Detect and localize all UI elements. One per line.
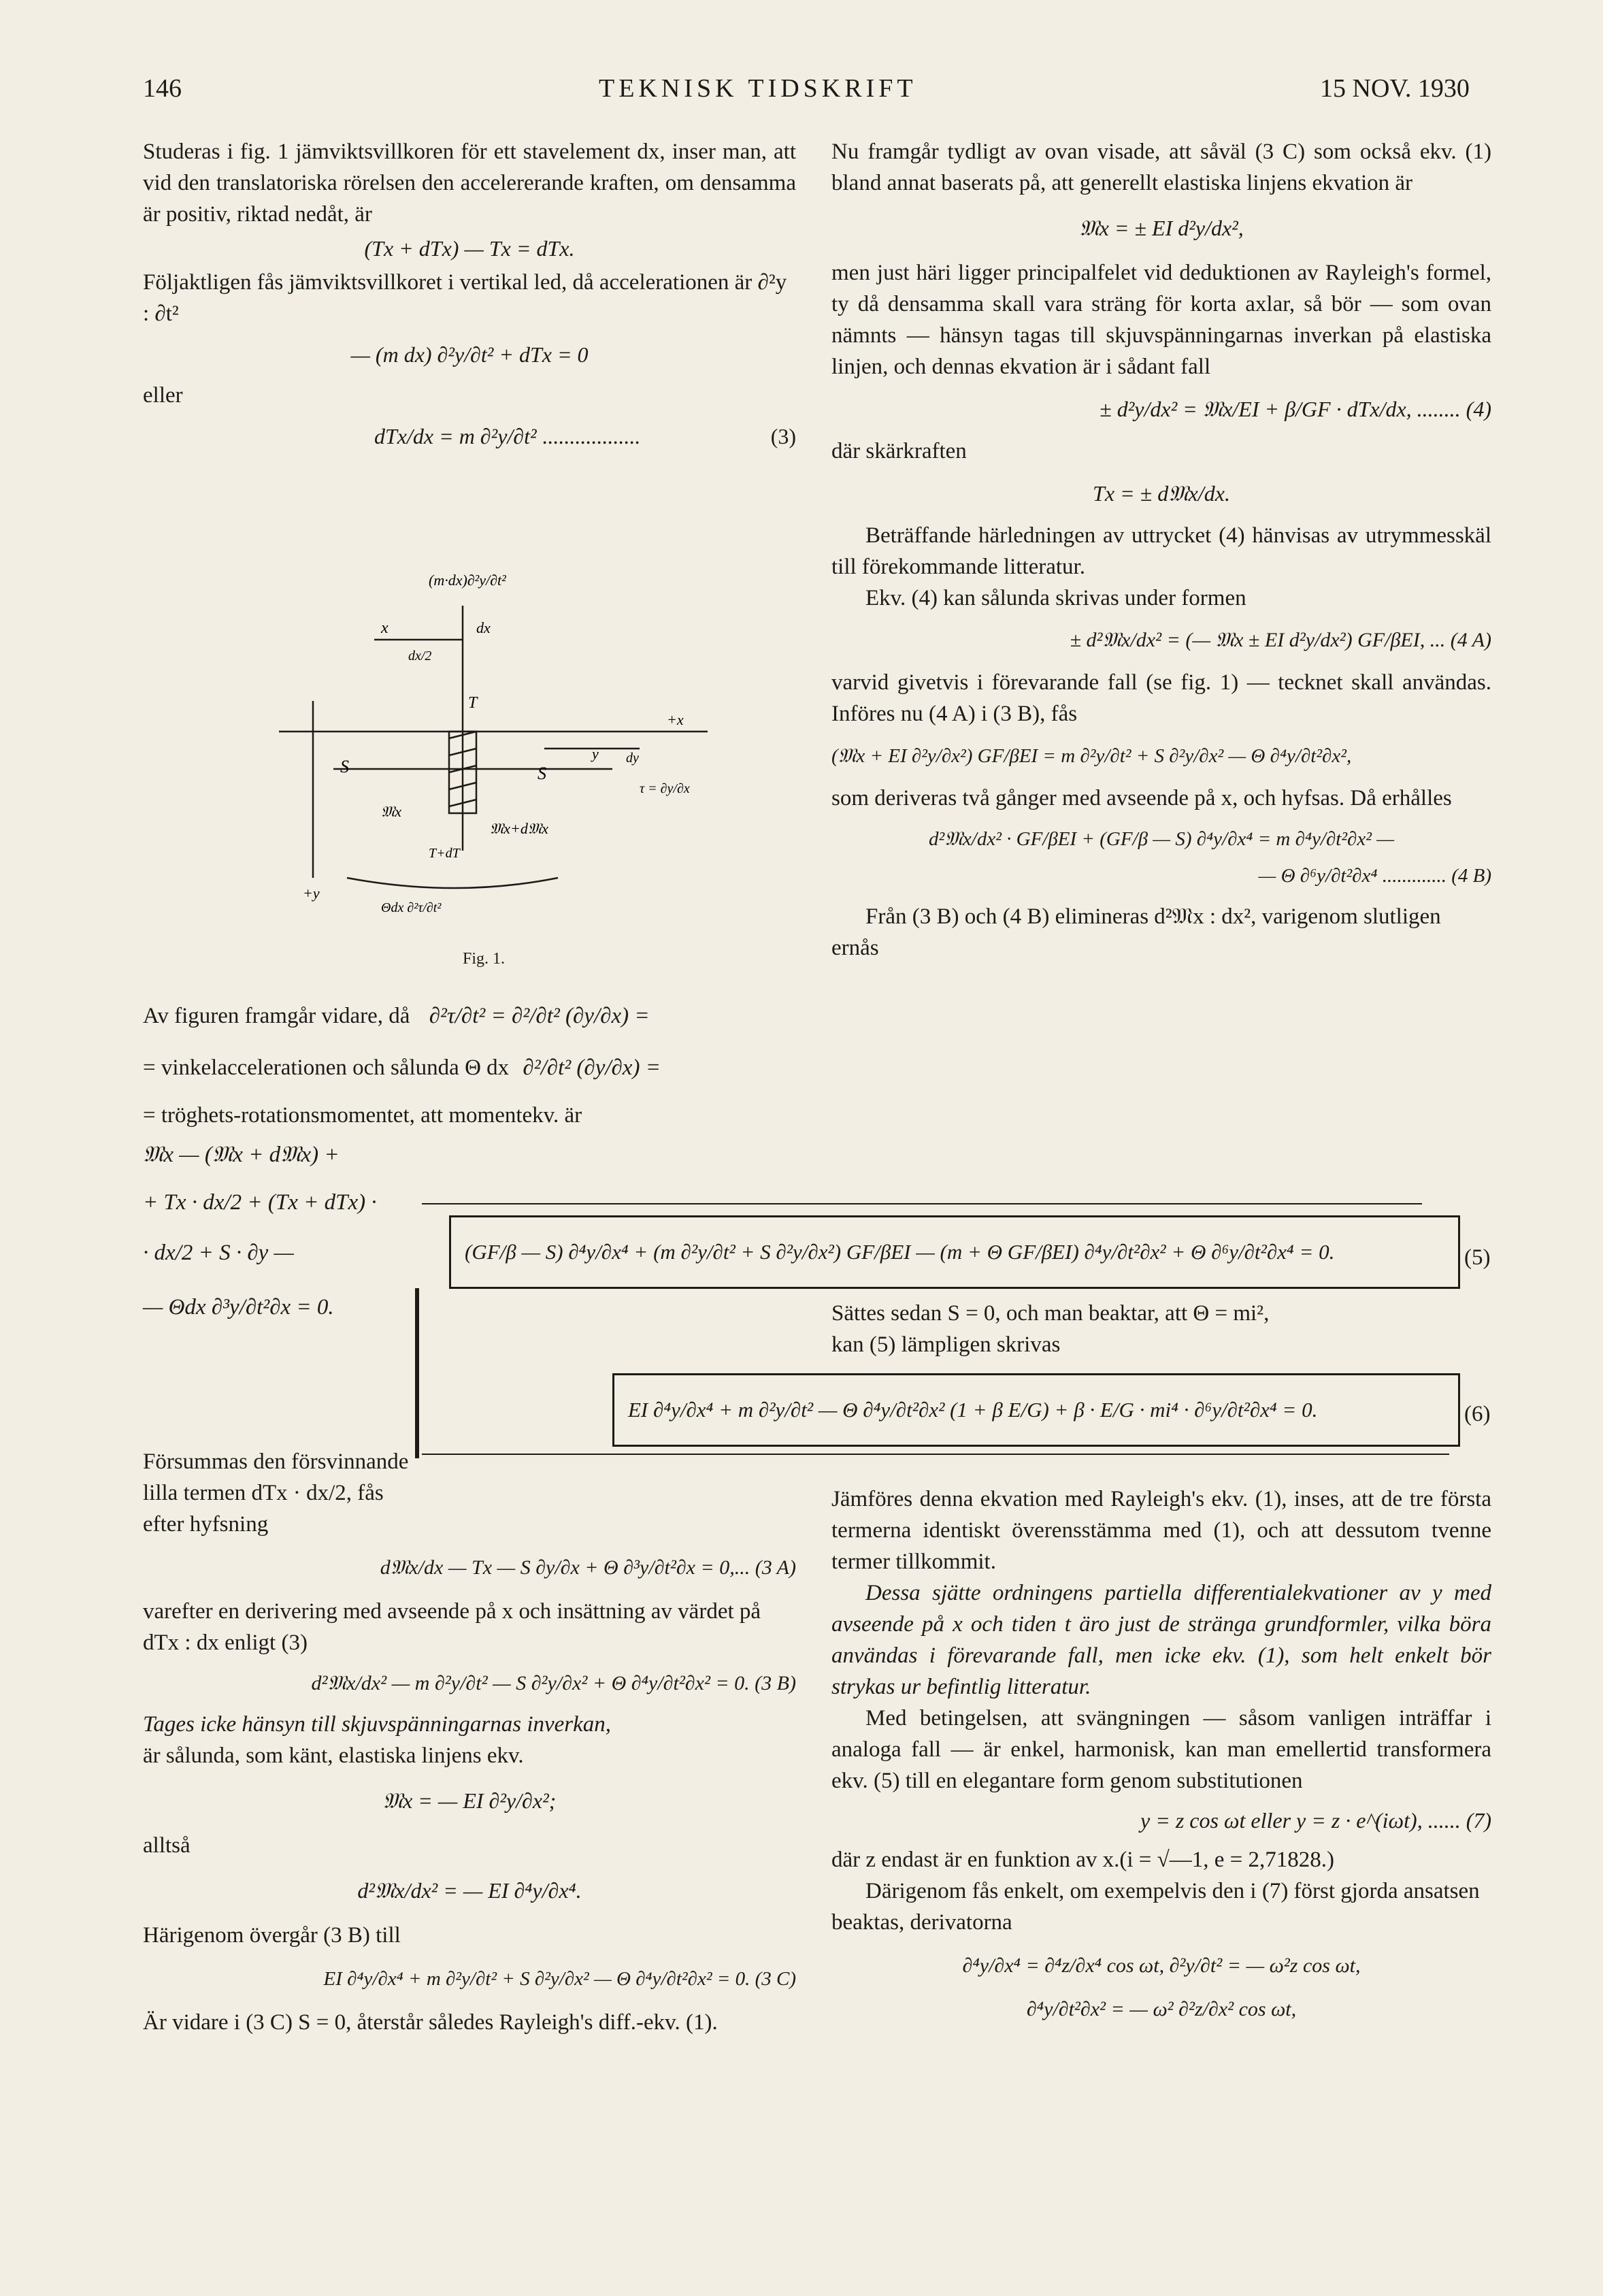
- equation: Tx = ± d𝔐x/dx.: [1093, 481, 1230, 506]
- equation-5-number: (5): [1464, 1245, 1491, 1270]
- paragraph: Studeras i fig. 1 jämviktsvillkoren för ett stavelement dx, inser man, att vid den translatoriska rörelsen den accelererande kraften, om densamma är positiv, riktad nedåt, är: [143, 140, 796, 227]
- equation: ∂²/∂t² (∂y/∂x) =: [523, 1055, 661, 1080]
- equation-line: · dx/2 + S · ∂y —: [143, 1241, 294, 1265]
- equation-line: — Θdx ∂³y/∂t²∂x = 0.: [143, 1295, 334, 1319]
- paragraph: Med betingelsen, att svängningen — såsom vanligen inträffar i analoga fall — är enkel, harmonisk, kan man emellertid transformera ekv. (5) till en elegantare form genom substitutionen: [831, 1706, 1491, 1793]
- figure-1-diagram: [231, 565, 748, 946]
- figure-label: Θdx ∂²τ/∂t²: [381, 900, 442, 915]
- paragraph: Följaktligen fås jämviktsvillkoret i vertikal led, då accelerationen är ∂²y : ∂t²: [143, 270, 787, 326]
- equation-number: (3): [770, 424, 796, 448]
- paragraph: som deriveras två gånger med avseende på x, och hyfsas. Då erhålles: [831, 786, 1452, 810]
- paragraph: = tröghets-rotationsmomentet, att momentekv. är: [143, 1103, 582, 1128]
- paragraph: där z endast är en funktion av x.(i = √—1, e = 2,71828.): [831, 1848, 1334, 1872]
- box-text: Sättes sedan S = 0, och man beaktar, att Θ = mi²,: [831, 1301, 1270, 1326]
- text: Av figuren framgår vidare, då: [143, 1004, 410, 1028]
- divider-line: [415, 1288, 419, 1458]
- paragraph: eller: [143, 383, 183, 408]
- right-column-lower: [831, 1483, 1491, 2037]
- equation: ∂²τ/∂t² = ∂²/∂t² (∂y/∂x) =: [429, 1004, 650, 1028]
- figure-label: +y: [303, 885, 320, 902]
- equation: ∂⁴y/∂t²∂x² = — ω² ∂²z/∂x² cos ωt,: [1026, 1998, 1297, 2020]
- page-number: 146: [143, 74, 182, 103]
- equation-6-number: (6): [1464, 1402, 1491, 1426]
- equation: 𝔐x = ± EI d²y/dx²,: [1079, 216, 1244, 240]
- equation-4: ± d²y/dx² = 𝔐x/EI + β/GF · dTx/dx, ........ (4): [1100, 397, 1491, 421]
- paragraph: är sålunda, som känt, elastiska linjens ekv.: [143, 1743, 524, 1768]
- equation-3b: d²𝔐x/dx² — m ∂²y/∂t² — S ∂²y/∂x² + Θ ∂⁴y/∂t²∂x² = 0. (3 B): [311, 1672, 796, 1694]
- paragraph: Jämföres denna ekvation med Rayleigh's ekv. (1), inses, att de tre första termerna identiskt överensstämma med (1), och att dessutom tvenne termer tillkommit.: [831, 1487, 1491, 1574]
- paragraph: varefter en derivering med avseende på x och insättning av värdet på dTx : dx enligt (3): [143, 1599, 761, 1655]
- figure-label: T+dT: [429, 846, 460, 861]
- rotation-arc: [347, 878, 558, 888]
- equation: d²𝔐x/dx² = — EI ∂⁴y/∂x⁴.: [357, 1878, 582, 1903]
- equation-line: + Tx · dx/2 + (Tx + dTx) ·: [143, 1190, 377, 1215]
- equation-3c: EI ∂⁴y/∂x⁴ + m ∂²y/∂t² + S ∂²y/∂x² — Θ ∂⁴y/∂t²∂x² = 0. (3 C): [323, 1968, 796, 1990]
- issue-date: 15 NOV. 1930: [1320, 74, 1470, 103]
- paragraph: Från (3 B) och (4 B) elimineras d²𝔐x : dx², varigenom slutligen ernås: [831, 904, 1441, 960]
- equation: 𝔐x = — EI ∂²y/∂x²;: [382, 1788, 557, 1813]
- equation: ∂⁴y/∂x⁴ = ∂⁴z/∂x⁴ cos ωt, ∂²y/∂t² = — ω²z cos ωt,: [962, 1954, 1361, 1977]
- figure-caption: Fig. 1.: [463, 950, 506, 968]
- figure-label: T: [468, 694, 478, 712]
- box-text: kan (5) lämpligen skrivas: [831, 1332, 1061, 1357]
- figure-label: S: [538, 764, 546, 783]
- equation-line: 𝔐x — (𝔐x + d𝔐x) +: [143, 1143, 340, 1167]
- equation-body: dTx/dx = m ∂²y/∂t²: [374, 424, 537, 448]
- figure-label: τ = ∂y/∂x: [640, 781, 690, 796]
- equation: (Tx + dTx) — Tx = dTx.: [364, 236, 575, 261]
- paragraph-italic: Dessa sjätte ordningens partiella differentialekvationer av y med avseende på x och tiden t äro just de stränga grundformler, vilka böra användas i förevarande fall, men icke ekv. (1), som helt enkelt bör strykas ur befintlig litteratur.: [831, 1581, 1491, 1699]
- equation-6: EI ∂⁴y/∂x⁴ + m ∂²y/∂t² — Θ ∂⁴y/∂t²∂x² (1 + β E/G) + β · E/G · mi⁴ · ∂⁶y/∂t²∂x⁴ = 0.: [628, 1398, 1318, 1422]
- figure-label: dy: [626, 751, 639, 766]
- paragraph: men just häri ligger principalfelet vid deduktionen av Rayleigh's formel, ty då densamma skall vara sträng för korta axlar, så bör — som ovan nämnts — hänsyn tagas till skjuvspänningarnas inverkan på elastiska linjen, och dennas ekvation är i sådant fall: [831, 261, 1491, 379]
- paragraph: Nu framgår tydligt av ovan visade, att såväl (3 C) som också ekv. (1) bland annat baserats på, att generellt elastiska linjens ekvation är: [831, 140, 1491, 195]
- equation-5: (GF/β — S) ∂⁴y/∂x⁴ + (m ∂²y/∂t² + S ∂²y/∂x²) GF/βEI — (m + Θ GF/βEI) ∂⁴y/∂t²∂x² + Θ ∂⁶y/∂t²∂x⁴ = 0.: [465, 1240, 1335, 1264]
- paragraph: Beträffande härledningen av uttrycket (4) hänvisas av utrymmesskäl till förekommande litteratur.: [831, 523, 1491, 579]
- equation-7: y = z cos ωt eller y = z · e^(iωt), ...... (7): [1140, 1808, 1491, 1833]
- equation-3: [143, 421, 796, 452]
- paragraph-line: [143, 1052, 796, 1083]
- figure-label: S: [340, 757, 349, 776]
- divider-line: [422, 1203, 1422, 1204]
- figure-label: (m·dx)∂²y/∂t²: [429, 572, 506, 589]
- text: = vinkelaccelerationen och sålunda Θ dx: [143, 1055, 510, 1080]
- equation-5-box: [449, 1215, 1460, 1289]
- figure-label: x: [381, 619, 389, 637]
- figure-label: +x: [667, 711, 684, 728]
- figure-label: 𝔐x: [381, 803, 402, 820]
- equation: (𝔐x + EI ∂²y/∂x²) GF/βEI = m ∂²y/∂t² + S ∂²y/∂x² — Θ ∂⁴y/∂t²∂x²,: [831, 745, 1352, 767]
- divider-line: [422, 1454, 1449, 1455]
- figure-label: dx/2: [408, 649, 432, 663]
- equation-4a: ± d²𝔐x/dx² = (— 𝔐x ± EI d²y/dx²) GF/βEI, ... (4 A): [1070, 629, 1491, 651]
- paragraph: Är vidare i (3 C) S = 0, återstår således Rayleigh's diff.-ekv. (1).: [143, 2010, 718, 2035]
- figure-label: 𝔐x+d𝔐x: [490, 820, 548, 837]
- paragraph: där skärkraften: [831, 439, 967, 463]
- dot-leader: ..................: [542, 424, 640, 448]
- equation-3a: d𝔐x/dx — Tx — S ∂y/∂x + Θ ∂³y/∂t²∂x = 0,... (3 A): [380, 1556, 796, 1579]
- right-column: [831, 136, 1491, 964]
- paragraph: Försummas den försvinnande lilla termen dTx · dx/2, fås efter hyfsning: [143, 1449, 409, 1537]
- figure-label: dx: [476, 619, 491, 636]
- left-column-bottom: [143, 1446, 796, 2038]
- left-column: [143, 136, 796, 461]
- equation-6-box: [612, 1373, 1460, 1447]
- equation-4b-line1: d²𝔐x/dx² · GF/βEI + (GF/β — S) ∂⁴y/∂x⁴ = m ∂⁴y/∂t²∂x² —: [929, 828, 1394, 850]
- equation-4b-line2: — Θ ∂⁶y/∂t²∂x⁴ ............. (4 B): [1258, 865, 1491, 887]
- paragraph-line: [143, 1000, 796, 1032]
- paragraph: varvid givetvis i förevarande fall (se fig. 1) — tecknet skall användas. Införes nu (4 A) i (3 B), fås: [831, 670, 1491, 726]
- paragraph: Därigenom fås enkelt, om exempelvis den i (7) först gjorda ansatsen beaktas, derivatorna: [831, 1879, 1480, 1935]
- paragraph-italic: Tages icke hänsyn till skjuvspänningarnas inverkan,: [143, 1712, 612, 1737]
- figure-label: y: [592, 745, 599, 762]
- journal-title: TEKNISK TIDSKRIFT: [599, 74, 917, 103]
- equation: — (m dx) ∂²y/∂t² + dTx = 0: [350, 342, 589, 367]
- paragraph: Härigenom övergår (3 B) till: [143, 1923, 401, 1948]
- paragraph: Ekv. (4) kan sålunda skrivas under formen: [865, 586, 1246, 610]
- paragraph: alltså: [143, 1833, 191, 1858]
